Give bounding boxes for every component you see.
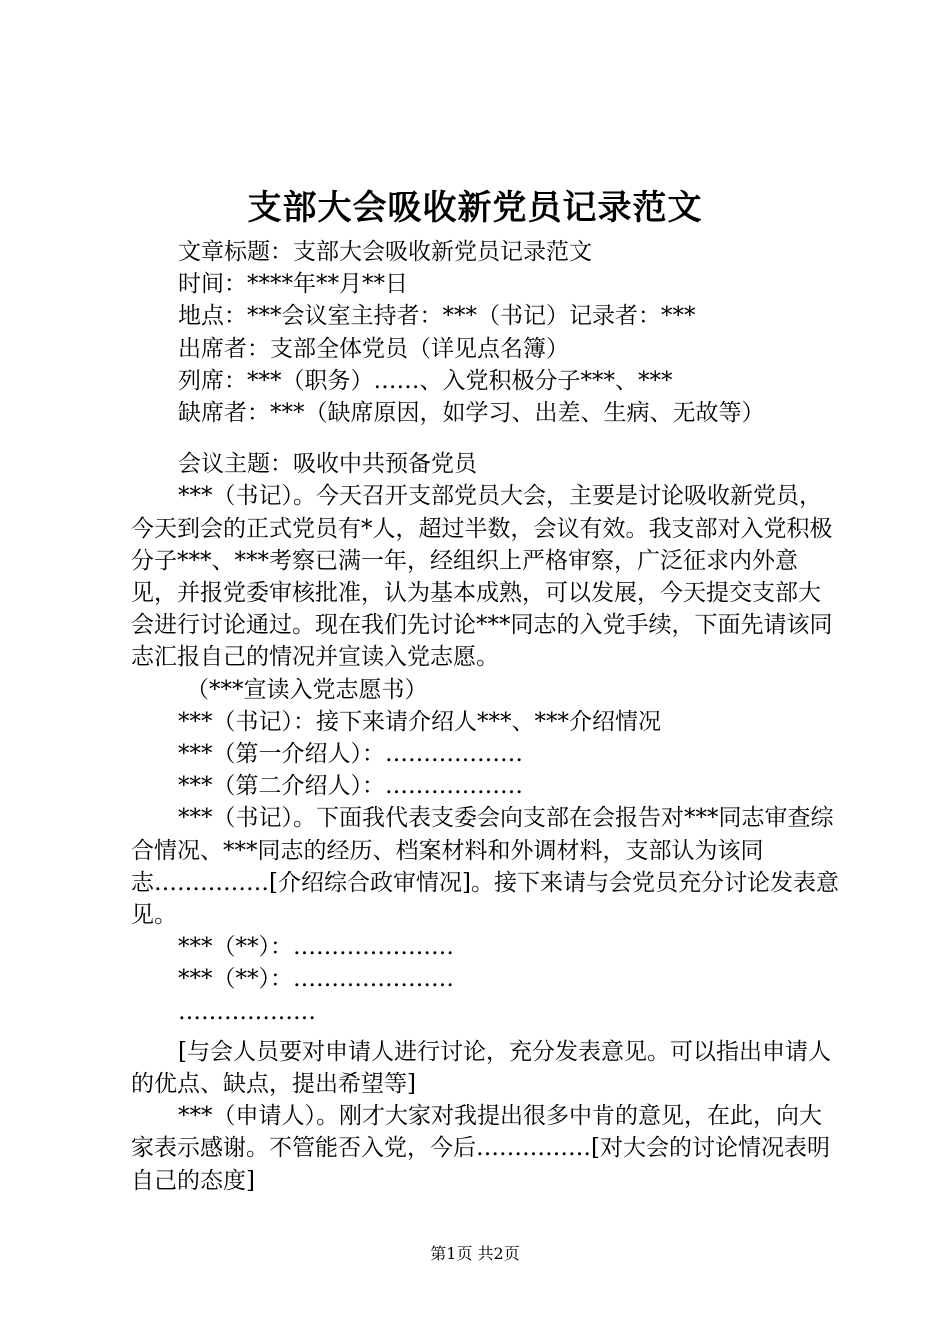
spacer bbox=[131, 429, 843, 448]
paragraph-secretary-opening: ***（书记）。今天召开支部党员大会，主要是讨论吸收新党员，今天到会的正式党员有*人，超过半数，会议有效。我支部对入党积极分子***、***考察已满一年，经组织上严格审察，广泛征求内外意见，并报党委审核批准，认为基本成熟，可以发展，今天提交支部大会进行讨论通过。现在我们先讨论***同志的入党手续，下面先请该同志汇报自己的情况并宣读入党志愿。 bbox=[131, 483, 833, 671]
document-body bbox=[131, 236, 843, 1197]
paragraph-read-application: （***宣读入党志愿书） bbox=[186, 676, 428, 703]
meta-time: 时间：****年**月**日 bbox=[178, 271, 408, 298]
spacer bbox=[131, 1028, 843, 1036]
meta-absentees: 缺席者：***（缺席原因，如学习、出差、生病、无故等） bbox=[178, 400, 765, 427]
paragraph-ellipsis: ……………… bbox=[178, 998, 316, 1025]
paragraph-secretary-report: ***（书记）。下面我代表支委会向支部在会报告对***同志审查综合情况、***同志的经历、档案材料和外调材料，支部认为该同志……………[介绍综合政审情况]。接下来请与会党员充分讨论发表意见。 bbox=[131, 805, 839, 929]
meeting-topic: 会议主题：吸收中共预备党员 bbox=[178, 451, 477, 478]
paragraph-member-comment-2: ***（**）：………………… bbox=[178, 966, 454, 993]
meta-article-title: 文章标题：支部大会吸收新党员记录范文 bbox=[178, 239, 592, 265]
paragraph-first-introducer: ***（第一介绍人）：……………… bbox=[178, 741, 523, 768]
meta-attendees: 出席者：支部全体党员（详见点名簿） bbox=[178, 335, 569, 362]
paragraph-second-introducer: ***（第二介绍人）：……………… bbox=[178, 773, 523, 800]
page-footer: 第1页 共2页 bbox=[430, 1244, 520, 1263]
paragraph-discussion-note: [与会人员要对申请人进行讨论，充分发表意见。可以指出申请人的优点、缺点，提出希望等] bbox=[131, 1038, 831, 1098]
paragraph-applicant-response: ***（申请人）。刚才大家对我提出很多中肯的意见，在此，向大家表示感谢。不管能否入党，今后……………[对大会的讨论情况表明自己的态度] bbox=[131, 1103, 830, 1194]
paragraph-introducers-request: ***（书记）：接下来请介绍人***、***介绍情况 bbox=[178, 708, 661, 735]
document-title: 支部大会吸收新党员记录范文 bbox=[247, 188, 703, 228]
paragraph-member-comment-1: ***（**）：………………… bbox=[178, 934, 454, 961]
meta-location: 地点：***会议室主持者：***（书记）记录者：*** bbox=[178, 303, 696, 330]
meta-observers: 列席：***（职务）……、入党积极分子***、*** bbox=[178, 367, 673, 394]
